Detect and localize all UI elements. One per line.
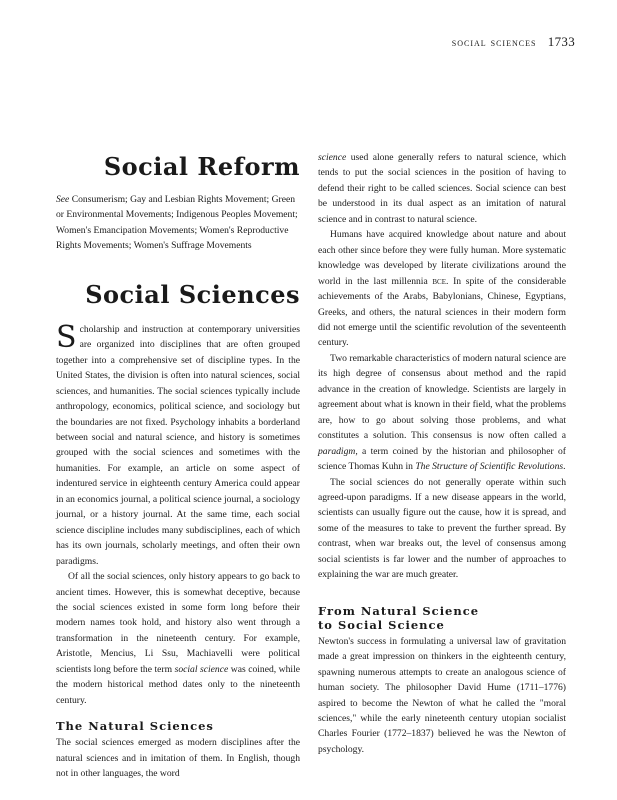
- paragraph-natural-1-a: The social sciences emerged as modern disciplines after the natural sciences and in imitation of them. In English, though not in other languages, the word: [56, 737, 300, 780]
- paragraph-natural-2: [318, 227, 566, 351]
- see-also-reference: [56, 192, 300, 254]
- paragraph-natural-3-a: Two remarkable characteristics of modern natural science are its high degree of consensus about method and the rapid advance in the creation of knowledge. Scientists are largely in agreement about what is known in their field, what the problems are, how to go about solving those problems, and what constitutes a solution. This consensus is now often called a: [318, 352, 566, 442]
- subheading-natural-to-social: [318, 604, 566, 632]
- running-head-section: social sciences: [451, 35, 537, 49]
- paragraph-natural-2-b: . In spite of the considerable achievements of the Arabs, Babylonians, Chinese, Egyptians, Greeks, and others, the natural sciences in their modern form did not emerge until the scientific revolution of the seventeenth century.: [318, 275, 566, 349]
- subheading-line-1: From Natural Science: [318, 603, 480, 618]
- paragraph-natural-3-c: .: [563, 461, 566, 473]
- paragraph-natural-3: [318, 351, 566, 475]
- see-label: See: [56, 194, 70, 205]
- paragraph-history-a: Of all the social sciences, only history appears to go back to ancient times. However, this is somewhat deceptive, because the social sciences existed in some form long before their modern names took hold, and history also went through a transformation in the nineteenth century. For example, Aristotle, Mencius, Li Ssu, Machiavelli were political scientists long before the term: [56, 571, 300, 675]
- paragraph-history: [56, 569, 300, 708]
- paragraph-natural-4: The social sciences do not generally operate within such agreed-upon paradigms. If a new disease appears in the world, scientists can usually figure out the cause, how it is spread, and some of the measures to take to prevent the further spread. By contrast, when war breaks out, the level of consensus among social scientists is far lower and the number of approaches to explaining the war are much greater.: [318, 476, 566, 581]
- drop-cap: S: [56, 319, 77, 355]
- entry-title-social-reform: Social Reform: [103, 152, 300, 181]
- paragraph-natural-1-em: science: [318, 152, 347, 163]
- paragraph-intro: [56, 319, 300, 569]
- paragraph-natural-3-b: , a term coined by the historian and philosopher of science Thomas Kuhn in: [318, 445, 566, 473]
- see-also-list: Consumerism; Gay and Lesbian Rights Movement; Green or Environmental Movements; Indigenous Peoples Movement; Women's Emancipation Movements; Women's Reproductive Rights Movements; Women's Suffrage Movements: [56, 194, 298, 252]
- paragraph-natural-3-em: paradigm: [318, 445, 356, 457]
- subheading-line-2: to Social Science: [318, 617, 445, 632]
- paragraph-intro-text: cholarship and instruction at contemporary universities are organized into disciplines that are often grouped together into a comprehensive set of discipline types. In the United States, the division is often into natural sciences, social sciences, and humanities. The social sciences typically include anthropology, economics, political science, and sociology but the boundaries are not fixed. Psychology inhabits a borderland between social and natural science, and history is sometimes grouped with the social sciences and sometimes with the humanities. For example, an article on some aspect of indentured service in eighteenth century America could appear in an economics journal, a political science journal, a sociology journal, or a history journal. At the same time, each social science discipline includes many subdisciplines, each of which has its own journals, scholarly meetings, and often their own paradigms.: [56, 323, 300, 567]
- book-title: The Structure of Scientific Revolutions: [415, 461, 564, 473]
- running-head: [452, 34, 575, 50]
- paragraph-natural-2-a: Humans have acquired knowledge about nature and about each other since before they were fully human. More systematic knowledge was developed by literate civilizations around the world in the last millennia: [318, 229, 566, 287]
- paragraph-history-b: was coined, while the modern historical method dates only to the nineteenth century.: [56, 663, 300, 706]
- page-number: 1733: [547, 34, 575, 49]
- paragraph-natural-1: [56, 735, 300, 781]
- left-column: [56, 150, 300, 782]
- paragraph-newton: Newton's success in formulating a universal law of gravitation made a great impression on thinkers in the eighteenth century, spawning numerous attempts to create an analogous science of human society. The philosopher David Hume (1711–1776) aspired to become the Newton of what he called the "moral sciences," while the early nineteenth century utopian socialist Charles Fourier (1772–1837) believed he was the Newton of psychology.: [318, 635, 566, 755]
- era-abbreviation: bce: [432, 275, 447, 287]
- paragraph-history-em: social science: [174, 663, 229, 675]
- paragraph-natural-1-continued: [318, 150, 566, 227]
- entry-title-social-sciences: Social Sciences: [85, 279, 300, 309]
- subheading-natural-sciences: The Natural Sciences: [56, 719, 214, 734]
- right-column: [318, 150, 566, 757]
- paragraph-natural-1-b: used alone generally refers to natural science, which tends to put the social sciences in the position of having to defend their right to be called sciences. Social science can best be understood in its dual aspect as an imitation of natural science and in contrast to natural science.: [318, 152, 566, 225]
